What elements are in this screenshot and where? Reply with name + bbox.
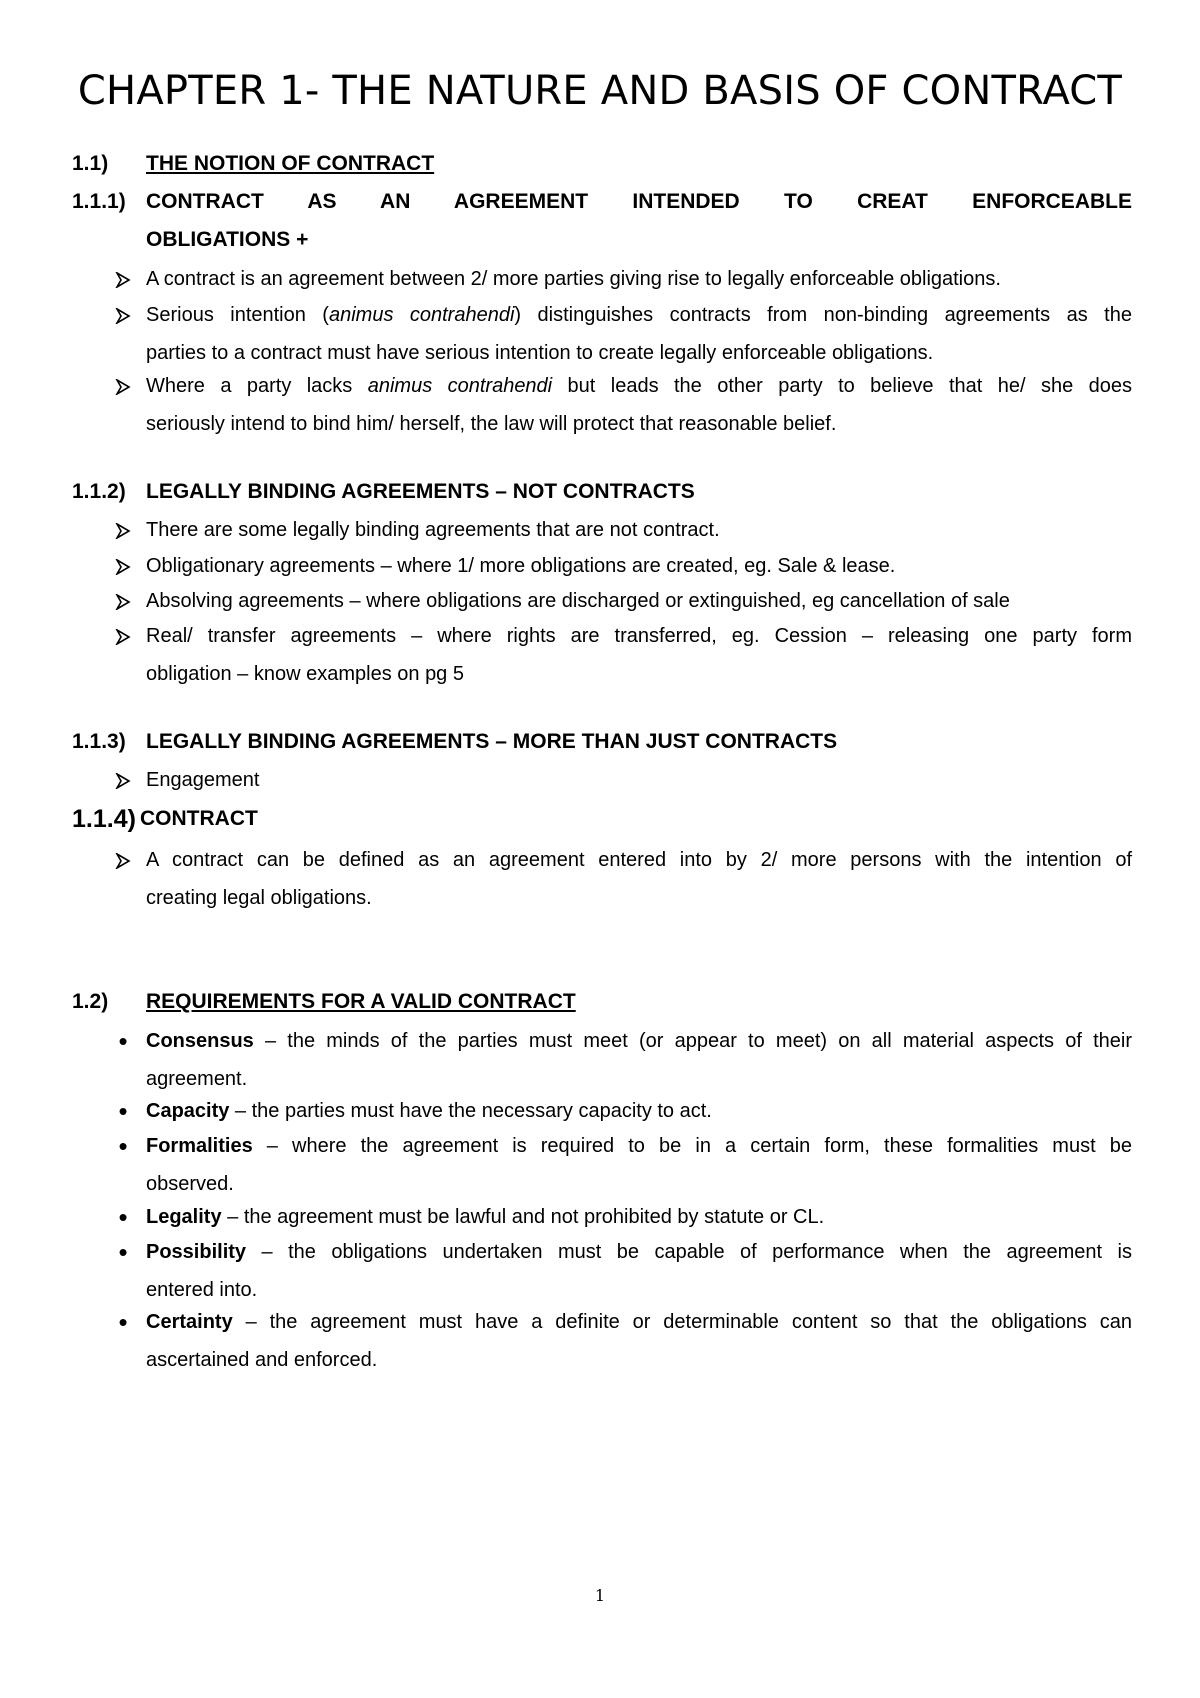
section-title-line-2: OBLIGATIONS + (146, 228, 309, 251)
arrow-bullet-icon (111, 296, 135, 334)
bullet-dot-icon: • (118, 1096, 128, 1126)
bullet-dot-icon: • (118, 1026, 128, 1056)
section-number: 1.1.4) (72, 805, 136, 833)
page-number: 1 (594, 1586, 606, 1605)
section-title: THE NOTION OF CONTRACT (146, 152, 435, 175)
section-title: REQUIREMENTS FOR A VALID CONTRACT (146, 990, 576, 1013)
section-number: 1.1.3) (72, 730, 126, 753)
arrow-bullet-icon (111, 617, 135, 655)
bullet-dot-icon: • (118, 1237, 128, 1267)
section-number: 1.2) (72, 990, 109, 1013)
bullet-dot-icon: • (118, 1202, 128, 1232)
arrow-bullet-icon (111, 761, 135, 799)
chapter-title: CHAPTER 1- THE NATURE AND BASIS OF CONTRACT (77, 68, 1123, 114)
arrow-bullet-icon (111, 511, 135, 549)
section-number: 1.1.1) (72, 190, 126, 213)
section-title: LEGALLY BINDING AGREEMENTS – NOT CONTRACTS (146, 480, 695, 503)
section-number: 1.1) (72, 152, 109, 175)
arrow-bullet-icon (111, 260, 135, 298)
bullet-dot-icon: • (118, 1307, 128, 1337)
arrow-bullet-icon (111, 841, 135, 879)
document-page: CHAPTER 1- THE NATURE AND BASIS OF CONTRACT 1.1) THE NOTION OF CONTRACT 1.1.1) CONTRACT AS AN AGREEMENT INTENDED TO CREAT ENFORCEABLE OBLIGATIONS + A contract is an agreement between 2/ more parties giving rise to legally enforceable obligations. Serious intention (animus contrahendi) distinguishes contracts from non-binding agreements as the parties to a contract must have serious intention to create legally enforceable obligations. Where a party lacks animus contrahendi but leads the other party to believe that he/ she does seriously intend to bind him/ herself, the law will protect that reasonable belief. 1.1.2) LEGALLY BINDING AGREEMENTS – NOT CONTRACTS There are some legally binding agreements that are not contract. Obligationary agreements – where 1/ more obligations are created, eg. Sale & lease. Absolving agreements – where obligations are discharged or extinguished, eg cancellation of sale Real/ transfer agreements – where rights are transferred, eg. Cession – releasing one party form obligation – know examples on pg 5 1.1.3) LEGALLY BINDING AGREEMENTS – MORE THAN JUST CONTRACTS Engagement 1.1.4) CONTRACT A contract can be defined as an agreement entered into by 2/ more persons with the intention of creating legal obligations. 1.2) REQUIREMENTS FOR A VALID CONTRACT • Consensus – the minds of the parties must meet (or appear to meet) on all material aspects of their agreement. • Capacity – the parties must have the necessary capacity to act. • Formalities – where the agreement is required to be in a certain form, these formalities must be observed. • Legality – the agreement must be lawful and not prohibited by statute or CL. • Possibility – the obligations undertaken must be capable of performance when the agreement is entered into. • Certainty – the agreement must have a definite or determinable content so that the obligations can ascertained and enforced. 1 (0, 0, 1200, 1698)
section-number: 1.1.2) (72, 480, 126, 503)
bullet-dot-icon: • (118, 1131, 128, 1161)
arrow-bullet-icon (111, 547, 135, 585)
arrow-bullet-icon (111, 582, 135, 620)
arrow-bullet-icon (111, 367, 135, 405)
section-title: LEGALLY BINDING AGREEMENTS – MORE THAN JUST CONTRACTS (146, 730, 838, 753)
section-title: CONTRACT (140, 807, 258, 830)
section-title-line-1: CONTRACT AS AN AGREEMENT INTENDED TO CREAT ENFORCEABLE (146, 190, 1132, 213)
